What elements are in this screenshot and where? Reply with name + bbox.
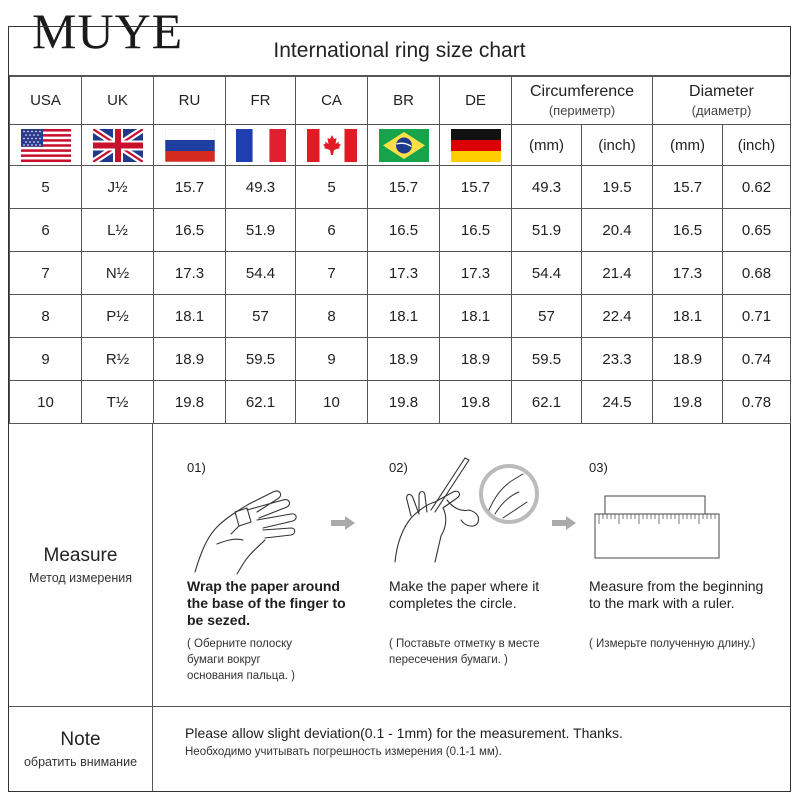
usa-flag-cell (10, 125, 82, 166)
cell-usa: 8 (10, 295, 82, 338)
cell-circ-inch: 20.4 (582, 209, 653, 252)
cell-diam-mm: 17.3 (653, 252, 723, 295)
step-3-line: to the mark with a ruler. (589, 595, 735, 611)
mark-paper-icon (385, 452, 545, 572)
cell-diam-mm: 19.8 (653, 381, 723, 424)
measure-label-ru: Метод измерения (29, 571, 132, 585)
cell-br: 15.7 (368, 166, 440, 209)
table-row (10, 295, 791, 338)
france-flag-icon (236, 129, 286, 162)
hand-wrap-icon (187, 482, 327, 577)
cell-uk: L½ (82, 209, 154, 252)
usa-flag-icon (21, 129, 71, 162)
cell-uk: P½ (82, 295, 154, 338)
cell-diam-inch: 0.71 (723, 295, 791, 338)
brand-logo: MUYE (32, 3, 184, 59)
cell-ru: 18.1 (154, 295, 226, 338)
step-2-line: completes the circle. (389, 595, 517, 611)
cell-ca: 5 (296, 166, 368, 209)
cell-de: 19.8 (440, 381, 512, 424)
header-row (10, 77, 791, 125)
cell-fr: 54.4 (226, 252, 296, 295)
uk-flag-cell (82, 125, 154, 166)
cell-usa: 5 (10, 166, 82, 209)
step-2-ru-line: ( Поставьте отметку в месте (389, 638, 540, 650)
cell-fr: 51.9 (226, 209, 296, 252)
germany-flag-icon (451, 129, 501, 162)
header-de: DE (440, 77, 512, 125)
cell-diam-inch: 0.65 (723, 209, 791, 252)
step-1-line: be sezed. (187, 612, 251, 628)
circumference-ru-label: (периметр) (548, 103, 616, 118)
france-flag-cell (226, 125, 296, 166)
cell-circ-mm: 62.1 (512, 381, 582, 424)
table-row (10, 209, 791, 252)
canada-flag-cell (296, 125, 368, 166)
cell-br: 18.1 (368, 295, 440, 338)
cell-fr: 59.5 (226, 338, 296, 381)
cell-diam-mm: 16.5 (653, 209, 723, 252)
note-text-en: Please allow slight deviation(0.1 - 1mm) for the measurement. Thanks. (185, 725, 623, 741)
cell-ca: 6 (296, 209, 368, 252)
note-text (185, 725, 623, 758)
cell-ru: 18.9 (154, 338, 226, 381)
cell-ca: 10 (296, 381, 368, 424)
step-3-number: 03) (589, 460, 608, 475)
measure-label: Measure (43, 545, 118, 566)
cell-usa: 7 (10, 252, 82, 295)
header-uk: UK (82, 77, 154, 125)
step-1-line: Wrap the paper around (187, 578, 340, 594)
arrow-right-icon (552, 516, 576, 530)
header-usa: USA (10, 77, 82, 125)
note-label-cell (9, 707, 153, 791)
header-ru: RU (154, 77, 226, 125)
step-2-number: 02) (389, 460, 408, 475)
cell-circ-inch: 21.4 (582, 252, 653, 295)
note-section (9, 707, 790, 791)
diameter-ru-label: (диаметр) (691, 103, 752, 118)
table-row (10, 252, 791, 295)
table-row (10, 166, 791, 209)
cell-circ-mm: 49.3 (512, 166, 582, 209)
cell-fr: 62.1 (226, 381, 296, 424)
cell-uk: R½ (82, 338, 154, 381)
circumference-label: Circumference (529, 83, 635, 100)
ruler-icon (593, 494, 723, 564)
step-2-ru-line: пересечения бумаги. ) (389, 654, 508, 666)
cell-br: 18.9 (368, 338, 440, 381)
step-2-text (389, 578, 539, 612)
uk-flag-icon (93, 129, 143, 162)
diameter-label: Diameter (689, 83, 754, 100)
header-diameter (653, 77, 791, 125)
cell-diam-mm: 15.7 (653, 166, 723, 209)
step-3-text (589, 578, 763, 612)
header-fr: FR (226, 77, 296, 125)
diameter-inch-header: (inch) (723, 125, 791, 166)
header-circumference (512, 77, 653, 125)
size-table (9, 76, 791, 424)
diameter-mm-header: (mm) (653, 125, 723, 166)
note-label: Note (60, 729, 101, 750)
canada-flag-icon (307, 129, 357, 162)
cell-circ-mm: 54.4 (512, 252, 582, 295)
chart-title: International ring size chart (9, 27, 790, 76)
cell-uk: J½ (82, 166, 154, 209)
cell-de: 15.7 (440, 166, 512, 209)
header-ca: CA (296, 77, 368, 125)
step-1-text-ru (187, 636, 295, 684)
cell-usa: 10 (10, 381, 82, 424)
cell-diam-inch: 0.74 (723, 338, 791, 381)
cell-fr: 49.3 (226, 166, 296, 209)
cell-ru: 17.3 (154, 252, 226, 295)
step-2-text-ru (389, 636, 540, 668)
cell-usa: 9 (10, 338, 82, 381)
note-text-ru: Необходимо учитывать погрешность измерения (0.1-1 мм). (185, 746, 502, 758)
cell-circ-inch: 19.5 (582, 166, 653, 209)
table-row (10, 338, 791, 381)
cell-circ-inch: 22.4 (582, 295, 653, 338)
cell-br: 16.5 (368, 209, 440, 252)
cell-diam-inch: 0.78 (723, 381, 791, 424)
cell-diam-mm: 18.9 (653, 338, 723, 381)
cell-circ-mm: 59.5 (512, 338, 582, 381)
cell-diam-inch: 0.68 (723, 252, 791, 295)
note-label-ru: обратить внимание (23, 755, 138, 769)
step-2-line: Make the paper where it (389, 578, 540, 594)
cell-diam-inch: 0.62 (723, 166, 791, 209)
circumference-inch-header: (inch) (582, 125, 653, 166)
cell-uk: T½ (82, 381, 154, 424)
cell-ca: 9 (296, 338, 368, 381)
cell-de: 18.1 (440, 295, 512, 338)
cell-circ-inch: 23.3 (582, 338, 653, 381)
table-row (10, 381, 791, 424)
cell-ru: 19.8 (154, 381, 226, 424)
cell-de: 18.9 (440, 338, 512, 381)
brazil-flag-cell (368, 125, 440, 166)
cell-ca: 7 (296, 252, 368, 295)
step-1-line: the base of the finger to (187, 595, 346, 611)
size-chart-frame (8, 26, 791, 792)
cell-ru: 16.5 (154, 209, 226, 252)
circumference-mm-header: (mm) (512, 125, 582, 166)
arrow-right-icon (331, 516, 355, 530)
step-3-line: Measure from the beginning (589, 578, 764, 594)
cell-circ-mm: 57 (512, 295, 582, 338)
cell-uk: N½ (82, 252, 154, 295)
step-1-text (187, 578, 346, 629)
step-1-ru-line: ( Оберните полоску (187, 638, 292, 650)
step-3-ru-line: ( Измерьте полученную длину.) (589, 638, 756, 650)
step-1-number: 01) (187, 460, 206, 475)
brazil-flag-icon (379, 129, 429, 162)
germany-flag-cell (440, 125, 512, 166)
measure-label-cell (9, 424, 153, 706)
measure-section (9, 424, 790, 707)
cell-circ-mm: 51.9 (512, 209, 582, 252)
cell-usa: 6 (10, 209, 82, 252)
cell-fr: 57 (226, 295, 296, 338)
cell-de: 16.5 (440, 209, 512, 252)
russia-flag-cell (154, 125, 226, 166)
cell-br: 19.8 (368, 381, 440, 424)
cell-circ-inch: 24.5 (582, 381, 653, 424)
russia-flag-icon (165, 129, 215, 162)
cell-br: 17.3 (368, 252, 440, 295)
cell-de: 17.3 (440, 252, 512, 295)
header-br: BR (368, 77, 440, 125)
cell-diam-mm: 18.1 (653, 295, 723, 338)
flag-row (10, 125, 791, 166)
step-1-ru-line: основания пальца. ) (187, 670, 295, 682)
step-1-ru-line: бумаги вокруг (187, 654, 261, 666)
cell-ca: 8 (296, 295, 368, 338)
cell-ru: 15.7 (154, 166, 226, 209)
step-3-text-ru (589, 636, 755, 652)
